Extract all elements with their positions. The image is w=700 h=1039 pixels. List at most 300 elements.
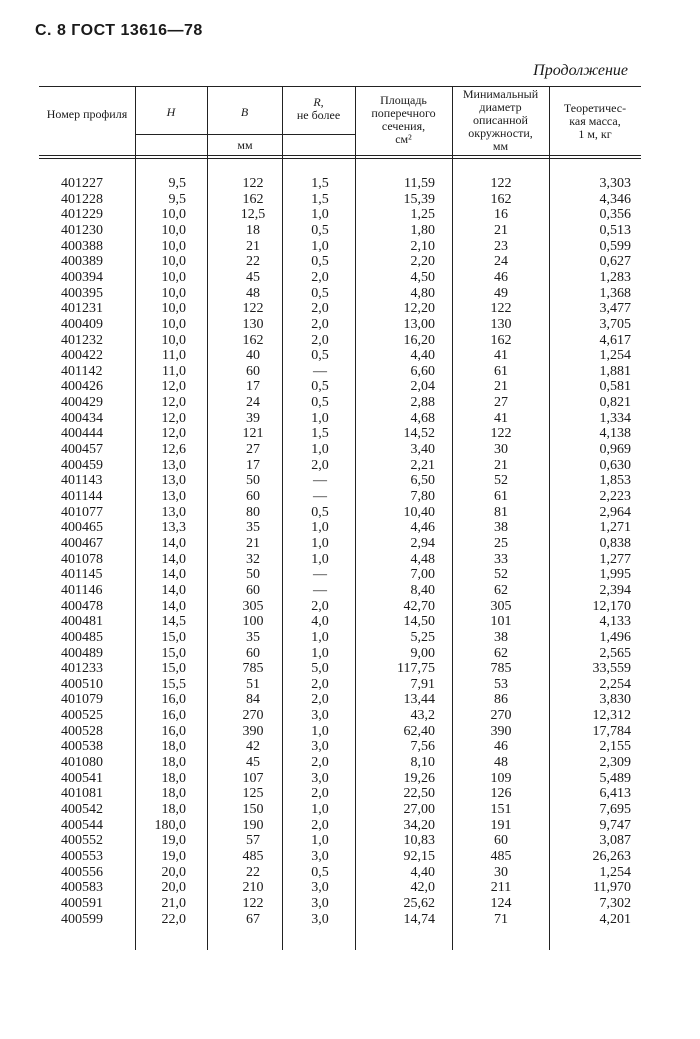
cell-b: 32 — [246, 551, 260, 567]
cell-b: 21 — [246, 535, 260, 551]
table-row — [39, 192, 641, 208]
cell-r: 0,5 — [311, 864, 329, 880]
header-diameter: Минимальный диаметр описанной окружности, мм — [462, 87, 539, 153]
table-row — [39, 552, 641, 568]
table-row — [39, 395, 641, 411]
cell-area: 4,80 — [410, 285, 435, 301]
cell-r: 1,0 — [311, 410, 329, 426]
cell-h: 10,0 — [161, 207, 186, 223]
cell-h: 10,0 — [161, 285, 186, 301]
cell-h: 11,0 — [162, 363, 186, 379]
cell-diameter: 33 — [494, 551, 508, 567]
cell-h: 16,0 — [161, 723, 186, 739]
cell-diameter: 130 — [490, 316, 512, 332]
cell-mass: 4,201 — [599, 911, 631, 927]
cell-b: 305 — [242, 598, 264, 614]
cell-number: 401080 — [61, 755, 103, 771]
cell-r: 2,0 — [311, 755, 329, 771]
cell-b: 17 — [246, 379, 260, 395]
cell-b: 51 — [246, 676, 260, 692]
cell-h: 13,0 — [161, 457, 186, 473]
cell-diameter: 61 — [494, 489, 508, 504]
cell-h: 13,0 — [161, 489, 186, 504]
cell-mass: 11,970 — [593, 880, 631, 896]
header-bottom-rule — [39, 155, 641, 156]
cell-r: 2,0 — [311, 676, 329, 692]
table-row — [39, 739, 641, 755]
cell-mass: 0,630 — [599, 457, 631, 473]
cell-diameter: 21 — [494, 457, 508, 473]
table-row — [39, 802, 641, 818]
cell-h: 12,0 — [161, 379, 186, 395]
cell-number: 401145 — [61, 567, 103, 583]
cell-b: 122 — [242, 895, 264, 911]
cell-r: 1,0 — [311, 645, 329, 661]
cell-b: 485 — [242, 848, 264, 864]
table-row — [39, 630, 641, 646]
cell-mass: 0,821 — [599, 395, 631, 411]
cell-r: 2,0 — [311, 301, 329, 317]
cell-b: 35 — [246, 629, 260, 645]
cell-diameter: 305 — [490, 598, 512, 614]
cell-number: 401228 — [61, 191, 103, 207]
cell-h: 15,0 — [161, 629, 186, 645]
cell-diameter: 60 — [494, 833, 508, 849]
table-row — [39, 880, 641, 896]
cell-mass: 3,477 — [599, 301, 631, 317]
cell-area: 13,44 — [403, 692, 435, 708]
cell-number: 400583 — [61, 880, 103, 896]
cell-r: 3,0 — [311, 770, 329, 786]
cell-b: 17 — [246, 457, 260, 473]
table-row — [39, 411, 641, 427]
cell-diameter: 25 — [494, 535, 508, 551]
cell-b: 100 — [242, 614, 264, 630]
cell-mass: 1,271 — [599, 520, 631, 536]
cell-mass: 2,309 — [599, 755, 631, 771]
cell-mass: 7,302 — [599, 895, 631, 911]
cell-area: 8,40 — [410, 582, 435, 598]
cell-b: 21 — [246, 238, 260, 254]
cell-b: 45 — [246, 269, 260, 285]
cell-b: 107 — [242, 770, 264, 786]
cell-mass: 2,155 — [599, 739, 631, 755]
cell-r: 1,0 — [311, 238, 329, 254]
table-row — [39, 786, 641, 802]
cell-mass: 26,263 — [592, 848, 631, 864]
header-number: Номер профиля — [46, 107, 128, 121]
cell-r: 2,0 — [311, 269, 329, 285]
table-row — [39, 239, 641, 255]
cell-h: 20,0 — [161, 864, 186, 880]
cell-area: 4,68 — [410, 410, 435, 426]
cell-mass: 2,223 — [599, 489, 631, 504]
cell-diameter: 27 — [494, 395, 508, 411]
cell-area: 6,60 — [410, 363, 435, 379]
cell-area: 2,88 — [410, 395, 435, 411]
cell-h: 18,0 — [161, 755, 186, 771]
cell-b: 40 — [246, 348, 260, 364]
cell-area: 8,10 — [410, 755, 435, 771]
table-row — [39, 348, 641, 364]
cell-diameter: 151 — [490, 802, 512, 817]
cell-diameter: 38 — [494, 520, 508, 536]
cell-area: 10,40 — [403, 504, 435, 520]
cell-number: 401143 — [61, 473, 103, 489]
cell-h: 9,5 — [168, 176, 186, 191]
cell-diameter: 109 — [490, 770, 512, 786]
cell-h: 19,0 — [161, 848, 186, 864]
cell-number: 400465 — [61, 520, 103, 536]
cell-area: 11,59 — [404, 176, 435, 191]
table-row — [39, 458, 641, 474]
page-header: С. 8 ГОСТ 13616—78 — [35, 22, 203, 39]
cell-diameter: 38 — [494, 629, 508, 645]
cell-diameter: 49 — [494, 285, 508, 301]
cell-area: 62,40 — [403, 723, 435, 739]
cell-r: 3,0 — [311, 708, 329, 724]
table-row — [39, 849, 641, 865]
cell-h: 10,0 — [161, 316, 186, 332]
cell-diameter: 86 — [494, 692, 508, 708]
cell-mass: 3,303 — [599, 176, 631, 191]
cell-h: 12,6 — [161, 442, 186, 458]
cell-diameter: 126 — [490, 786, 512, 802]
cell-b: 121 — [242, 426, 264, 442]
cell-diameter: 16 — [494, 207, 508, 223]
cell-b: 130 — [242, 316, 264, 332]
cell-number: 400478 — [61, 598, 103, 614]
cell-r: 0,5 — [311, 504, 329, 520]
cell-r: 2,0 — [311, 598, 329, 614]
cell-h: 10,0 — [161, 301, 186, 317]
cell-h: 14,0 — [161, 598, 186, 614]
cell-b: 162 — [242, 191, 264, 207]
cell-b: 50 — [246, 567, 260, 583]
cell-number: 400599 — [61, 911, 103, 927]
cell-mass: 9,747 — [599, 817, 631, 833]
cell-r: 0,5 — [311, 222, 329, 238]
cell-r: 1,0 — [311, 442, 329, 458]
cell-r: 1,0 — [311, 535, 329, 551]
cell-b: 22 — [246, 864, 260, 880]
cell-area: 13,00 — [403, 316, 435, 332]
table-row — [39, 489, 641, 505]
cell-diameter: 211 — [490, 880, 512, 896]
table-row — [39, 896, 641, 912]
cell-r: — — [313, 363, 327, 379]
cell-b: 48 — [246, 285, 260, 301]
cell-area: 14,50 — [403, 614, 435, 630]
cell-diameter: 30 — [494, 864, 508, 880]
cell-h: 10,0 — [161, 222, 186, 238]
table-row — [39, 646, 641, 662]
cell-r: 1,0 — [311, 802, 329, 817]
cell-area: 27,00 — [403, 802, 435, 817]
cell-h: 14,0 — [161, 535, 186, 551]
cell-b: 60 — [246, 489, 260, 504]
cell-area: 14,74 — [403, 911, 435, 927]
cell-h: 12,0 — [161, 410, 186, 426]
cell-number: 401229 — [61, 207, 103, 223]
cell-area: 5,25 — [410, 629, 435, 645]
cell-r: 1,0 — [311, 551, 329, 567]
header-area: Площадь поперечного сечения, см² — [371, 93, 436, 146]
cell-r: 1,0 — [311, 723, 329, 739]
cell-mass: 1,277 — [599, 551, 631, 567]
cell-mass: 0,513 — [599, 222, 631, 238]
cell-mass: 4,617 — [599, 332, 631, 348]
cell-mass: 3,830 — [599, 692, 631, 708]
cell-b: 60 — [246, 363, 260, 379]
cell-h: 14,5 — [161, 614, 186, 630]
cell-mass: 2,565 — [599, 645, 631, 661]
cell-number: 400426 — [61, 379, 103, 395]
table-row — [39, 614, 641, 630]
header-r: R, не более — [296, 95, 341, 122]
cell-area: 6,50 — [410, 473, 435, 489]
cell-area: 4,40 — [410, 864, 435, 880]
cell-diameter: 30 — [494, 442, 508, 458]
cell-h: 18,0 — [161, 802, 186, 817]
cell-number: 400409 — [61, 316, 103, 332]
cell-area: 4,50 — [410, 269, 435, 285]
cell-diameter: 62 — [494, 582, 508, 598]
cell-diameter: 48 — [494, 755, 508, 771]
cell-h: 16,0 — [161, 708, 186, 724]
cell-number: 400541 — [61, 770, 103, 786]
cell-b: 785 — [242, 661, 264, 677]
cell-b: 84 — [246, 692, 260, 708]
cell-mass: 4,138 — [599, 426, 631, 442]
cell-diameter: 122 — [490, 301, 512, 317]
cell-r: 2,0 — [311, 817, 329, 833]
cell-diameter: 41 — [494, 348, 508, 364]
table-row — [39, 692, 641, 708]
cell-b: 35 — [246, 520, 260, 536]
table-row — [39, 426, 641, 442]
cell-r: 3,0 — [311, 739, 329, 755]
cell-r: — — [313, 567, 327, 583]
cell-b: 22 — [246, 254, 260, 270]
cell-diameter: 23 — [494, 238, 508, 254]
cell-b: 24 — [246, 395, 260, 411]
cell-mass: 1,995 — [599, 567, 631, 583]
cell-number: 400542 — [61, 802, 103, 817]
cell-r: 3,0 — [311, 848, 329, 864]
cell-area: 19,26 — [403, 770, 435, 786]
cell-mass: 1,881 — [599, 363, 631, 379]
cell-mass: 1,368 — [599, 285, 631, 301]
cell-number: 400444 — [61, 426, 103, 442]
cell-r: 5,0 — [311, 661, 329, 677]
table-row — [39, 364, 641, 380]
cell-mass: 6,413 — [599, 786, 631, 802]
cell-number: 401146 — [61, 582, 103, 598]
cell-area: 43,2 — [410, 708, 435, 724]
cell-area: 2,94 — [410, 535, 435, 551]
cell-diameter: 162 — [490, 332, 512, 348]
table-row — [39, 567, 641, 583]
cell-number: 400538 — [61, 739, 103, 755]
cell-area: 7,80 — [410, 489, 435, 504]
table-row — [39, 755, 641, 771]
cell-b: 80 — [246, 504, 260, 520]
cell-h: 10,0 — [161, 254, 186, 270]
cell-mass: 1,283 — [599, 269, 631, 285]
cell-h: 10,0 — [161, 238, 186, 254]
cell-area: 1,25 — [410, 207, 435, 223]
cell-h: 20,0 — [161, 880, 186, 896]
cell-number: 400489 — [61, 645, 103, 661]
table-row — [39, 379, 641, 395]
cell-number: 400553 — [61, 848, 103, 864]
cell-area: 3,40 — [410, 442, 435, 458]
cell-area: 117,75 — [397, 661, 435, 677]
cell-h: 12,0 — [161, 395, 186, 411]
cell-h: 10,0 — [161, 269, 186, 285]
cell-h: 9,5 — [168, 191, 186, 207]
header-mass: Теоретичес- кая масса, 1 м, кг — [563, 101, 627, 141]
cell-r: 4,0 — [311, 614, 329, 630]
cell-number: 401079 — [61, 692, 103, 708]
cell-b: 270 — [242, 708, 264, 724]
cell-b: 390 — [242, 723, 264, 739]
cell-b: 42 — [246, 739, 260, 755]
table-row — [39, 270, 641, 286]
cell-diameter: 162 — [490, 191, 512, 207]
cell-area: 42,70 — [403, 598, 435, 614]
cell-b: 210 — [242, 880, 264, 896]
cell-area: 2,21 — [410, 457, 435, 473]
cell-mass: 0,581 — [599, 379, 631, 395]
cell-mass: 17,784 — [592, 723, 631, 739]
cell-r: — — [313, 582, 327, 598]
cell-number: 400528 — [61, 723, 103, 739]
cell-mass: 0,599 — [599, 238, 631, 254]
cell-number: 401230 — [61, 222, 103, 238]
cell-h: 15,0 — [161, 645, 186, 661]
cell-diameter: 52 — [494, 473, 508, 489]
cell-r: 2,0 — [311, 457, 329, 473]
cell-number: 401227 — [61, 176, 103, 191]
cell-diameter: 270 — [490, 708, 512, 724]
table-row — [39, 677, 641, 693]
cell-h: 14,0 — [161, 551, 186, 567]
continuation-label: Продолжение — [533, 62, 628, 79]
cell-area: 15,39 — [403, 191, 435, 207]
cell-r: — — [313, 489, 327, 504]
cell-b: 60 — [246, 582, 260, 598]
cell-r: 1,0 — [311, 207, 329, 223]
cell-h: 13,0 — [161, 504, 186, 520]
cell-b: 60 — [246, 645, 260, 661]
cell-r: 3,0 — [311, 880, 329, 896]
cell-area: 9,00 — [410, 645, 435, 661]
cell-mass: 12,312 — [592, 708, 631, 724]
cell-mass: 3,087 — [599, 833, 631, 849]
cell-b: 150 — [242, 802, 264, 817]
cell-r: 3,0 — [311, 911, 329, 927]
cell-area: 7,56 — [410, 739, 435, 755]
cell-mass: 1,853 — [599, 473, 631, 489]
cell-area: 4,40 — [410, 348, 435, 364]
cell-diameter: 785 — [490, 661, 512, 677]
cell-number: 400389 — [61, 254, 103, 270]
cell-mass: 3,705 — [599, 316, 631, 332]
header-h: H — [166, 105, 176, 119]
table-row — [39, 599, 641, 615]
cell-r: 2,0 — [311, 316, 329, 332]
cell-b: 45 — [246, 755, 260, 771]
table-row — [39, 301, 641, 317]
cell-h: 13,0 — [161, 473, 186, 489]
cell-area: 12,20 — [403, 301, 435, 317]
cell-area: 22,50 — [403, 786, 435, 802]
cell-area: 25,62 — [403, 895, 435, 911]
table-row — [39, 771, 641, 787]
cell-b: 39 — [246, 410, 260, 426]
cell-mass: 0,627 — [599, 254, 631, 270]
cell-r: 0,5 — [311, 254, 329, 270]
cell-diameter: 61 — [494, 363, 508, 379]
cell-number: 401231 — [61, 301, 103, 317]
cell-mass: 1,254 — [599, 348, 631, 364]
cell-mass: 5,489 — [599, 770, 631, 786]
cell-diameter: 41 — [494, 410, 508, 426]
cell-diameter: 191 — [490, 817, 512, 833]
cell-number: 400459 — [61, 457, 103, 473]
mm-span-rule — [135, 134, 355, 135]
cell-r: 1,0 — [311, 629, 329, 645]
cell-h: 22,0 — [161, 911, 186, 927]
cell-r: 2,0 — [311, 786, 329, 802]
cell-r: — — [313, 473, 327, 489]
cell-b: 122 — [242, 301, 264, 317]
header-bottom-rule-2 — [39, 158, 641, 159]
cell-h: 19,0 — [161, 833, 186, 849]
cell-r: 2,0 — [311, 692, 329, 708]
cell-diameter: 122 — [490, 176, 512, 191]
cell-h: 13,3 — [161, 520, 186, 536]
cell-diameter: 101 — [490, 614, 512, 630]
cell-r: 0,5 — [311, 379, 329, 395]
cell-b: 162 — [242, 332, 264, 348]
table-row — [39, 333, 641, 349]
cell-h: 14,0 — [161, 582, 186, 598]
cell-area: 34,20 — [403, 817, 435, 833]
table-row — [39, 520, 641, 536]
cell-diameter: 52 — [494, 567, 508, 583]
cell-h: 180,0 — [154, 817, 186, 833]
cell-diameter: 485 — [490, 848, 512, 864]
table-row — [39, 661, 641, 677]
cell-mass: 0,356 — [599, 207, 631, 223]
cell-r: 1,0 — [311, 520, 329, 536]
cell-mass: 4,133 — [599, 614, 631, 630]
cell-b: 190 — [242, 817, 264, 833]
cell-diameter: 71 — [494, 911, 508, 927]
cell-mass: 0,838 — [599, 535, 631, 551]
table-row — [39, 223, 641, 239]
table-row — [39, 254, 641, 270]
table-row — [39, 317, 641, 333]
cell-number: 400394 — [61, 269, 103, 285]
cell-number: 400434 — [61, 410, 103, 426]
cell-number: 401081 — [61, 786, 103, 802]
cell-number: 400591 — [61, 895, 103, 911]
table-row — [39, 286, 641, 302]
